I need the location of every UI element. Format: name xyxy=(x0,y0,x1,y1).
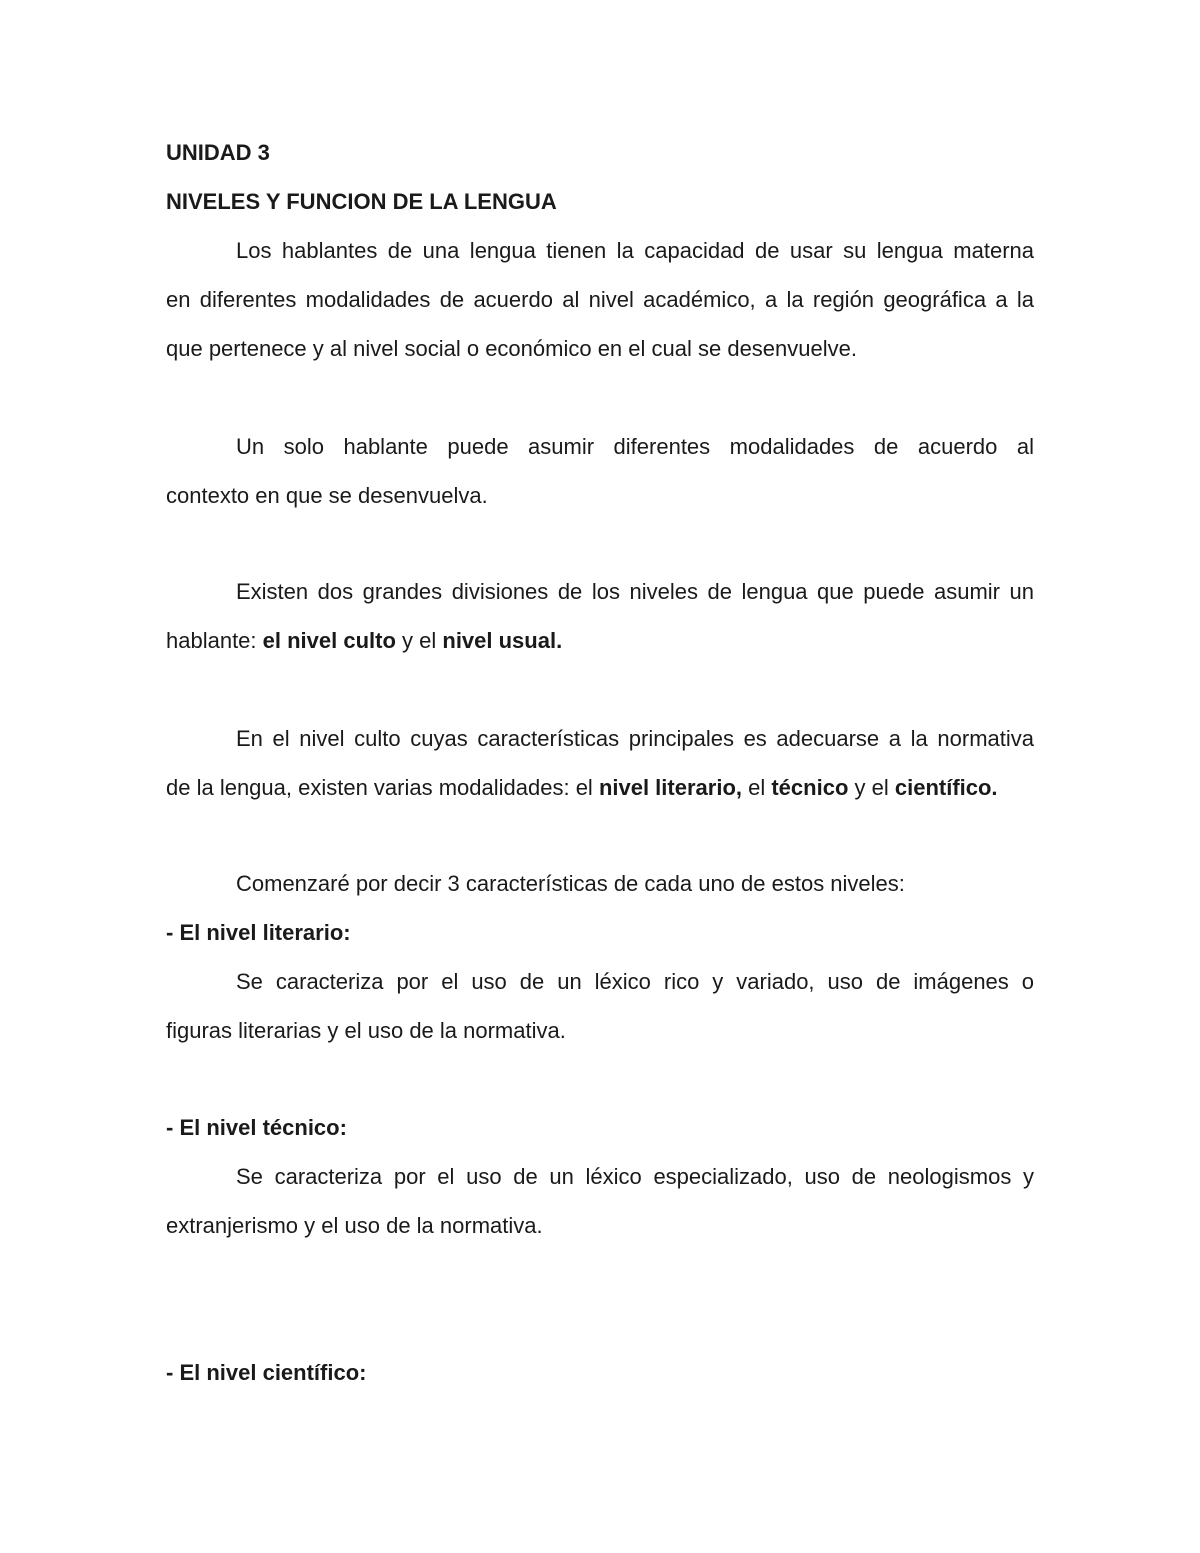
paragraph-3-line-2 xyxy=(166,627,1034,655)
text-run: hablante: xyxy=(166,628,263,653)
section-heading-tecnico: - El nivel técnico: xyxy=(166,1115,347,1140)
paragraph-5-line-1: Comenzaré por decir 3 características de cada uno de estos niveles: xyxy=(236,871,905,896)
paragraph-2-line-1: Un solo hablante puede asumir diferentes modalidades de acuerdo al xyxy=(236,434,1034,459)
paragraph-1-line-3: que pertenece y al nivel social o económico en el cual se desenvuelve. xyxy=(166,336,857,361)
paragraph-1-line-1: Los hablantes de una lengua tienen la capacidad de usar su lengua materna xyxy=(236,238,1034,263)
section-heading-cientifico: - El nivel científico: xyxy=(166,1360,367,1385)
term-nivel-literario: nivel literario, xyxy=(598,775,742,800)
tecnico-line-2: extranjerismo y el uso de la normativa. xyxy=(166,1213,543,1238)
text-run: y el xyxy=(848,775,895,800)
document-title: NIVELES Y FUNCION DE LA LENGUA xyxy=(166,189,557,214)
text-run: de la lengua, existen varias modalidades: el xyxy=(166,775,599,800)
paragraph-4-line-2 xyxy=(166,774,1034,802)
text-run: y el xyxy=(395,628,443,653)
term-tecnico: técnico xyxy=(771,775,849,800)
paragraph-3-line-1: Existen dos grandes divisiones de los niveles de lengua que puede asumir un xyxy=(236,579,1034,604)
tecnico-line-1: Se caracteriza por el uso de un léxico especializado, uso de neologismos y xyxy=(236,1164,1034,1189)
document-page xyxy=(166,0,1034,1553)
text-run: el xyxy=(742,775,772,800)
paragraph-1-line-2: en diferentes modalidades de acuerdo al nivel académico, a la región geográfica a la xyxy=(166,287,1034,312)
term-nivel-usual: nivel usual. xyxy=(442,628,563,653)
paragraph-2-line-2: contexto en que se desenvuelva. xyxy=(166,483,488,508)
literario-line-1: Se caracteriza por el uso de un léxico rico y variado, uso de imágenes o xyxy=(236,969,1034,994)
paragraph-4-line-1: En el nivel culto cuyas características principales es adecuarse a la normativa xyxy=(236,726,1034,751)
unit-heading: UNIDAD 3 xyxy=(166,140,270,165)
literario-line-2: figuras literarias y el uso de la normativa. xyxy=(166,1018,566,1043)
section-heading-literario: - El nivel literario: xyxy=(166,920,351,945)
term-nivel-culto: el nivel culto xyxy=(262,628,396,653)
term-cientifico: científico. xyxy=(894,775,998,800)
